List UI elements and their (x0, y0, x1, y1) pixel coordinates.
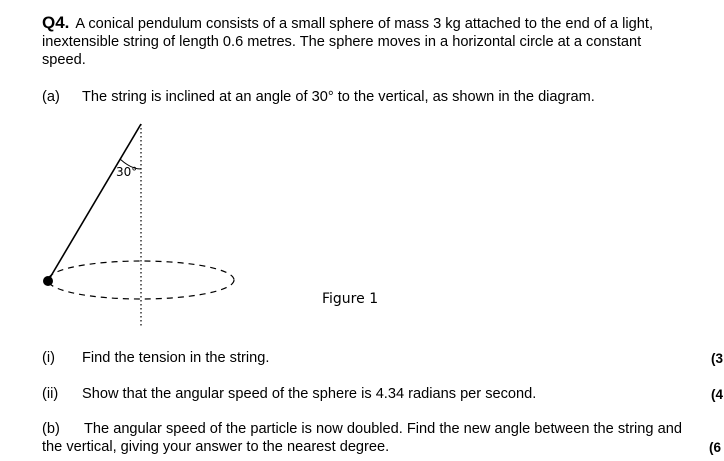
intro-line-3: speed. (42, 52, 86, 68)
pendulum-sphere (43, 276, 53, 286)
part-b-label: (b) (42, 421, 60, 437)
subpart-i-label: (i) (42, 350, 55, 366)
intro-line-1: A conical pendulum consists of a small sphere of mass 3 kg attached to the end of a light, (75, 16, 653, 32)
subpart-i-text: Find the tension in the string. (82, 350, 270, 366)
part-a-text: The string is inclined at an angle of 30° to the vertical, as shown in the diagram. (82, 89, 595, 105)
subpart-ii-marks: (4 (711, 387, 724, 402)
subpart-i-marks: (3 (711, 351, 724, 366)
figure-caption: Figure 1 (322, 291, 379, 307)
question-number: Q4. (42, 13, 70, 32)
part-a-label: (a) (42, 89, 60, 105)
intro-line-2: inextensible string of length 0.6 metres. The sphere moves in a horizontal circle at a constant (42, 34, 642, 50)
angle-label: 30° (116, 165, 138, 179)
pendulum-string (48, 124, 141, 281)
part-b-line-2: the vertical, giving your answer to the nearest degree. (42, 439, 390, 455)
part-b-marks: (6 (709, 440, 722, 455)
subpart-ii-label: (ii) (42, 386, 59, 402)
subpart-ii-text: Show that the angular speed of the sphere is 4.34 radians per second. (82, 386, 537, 402)
part-b-line-1: The angular speed of the particle is now doubled. Find the new angle between the string and (84, 421, 682, 437)
